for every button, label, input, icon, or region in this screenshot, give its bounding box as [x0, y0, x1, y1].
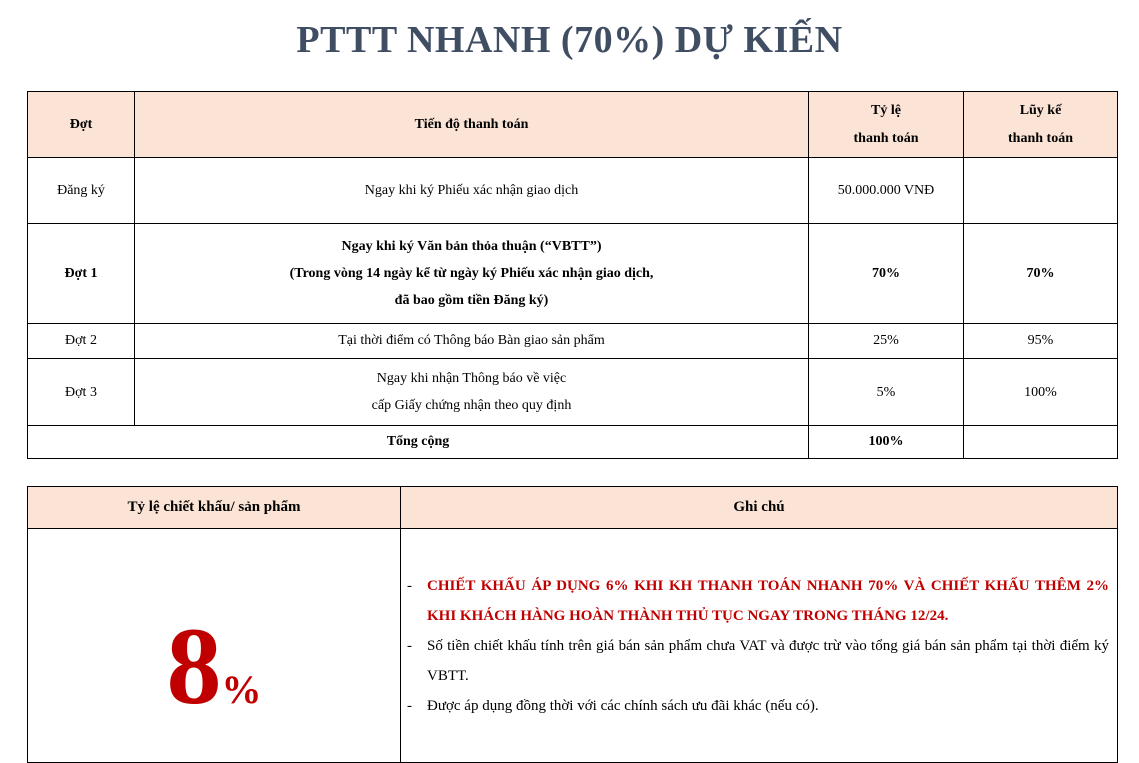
row-ty-le: 5%	[809, 359, 964, 426]
note-item: - Được áp dụng đồng thời với các chính sách ưu đãi khác (nếu có).	[407, 691, 1109, 721]
row-tien-do: Ngay khi nhận Thông báo về việc cấp Giấy chứng nhận theo quy định	[135, 359, 809, 426]
table-row	[28, 158, 1118, 224]
row-ty-le: 50.000.000 VNĐ	[809, 158, 964, 224]
total-luy-ke	[964, 426, 1118, 459]
table-row	[28, 224, 1118, 324]
note-item: - Số tiền chiết khấu tính trên giá bán sản phẩm chưa VAT và được trừ vào tổng giá bán sản phẩm tại thời điểm ký VBTT.	[407, 631, 1109, 691]
table-row	[28, 359, 1118, 426]
table-row	[28, 324, 1118, 359]
header-luy-ke: Lũy kế thanh toán	[964, 92, 1118, 158]
row-luy-ke	[964, 158, 1118, 224]
discount-number: 8	[166, 604, 222, 727]
discount-body-row	[28, 529, 1118, 763]
row-dot: Đăng ký	[28, 158, 135, 224]
payment-schedule-table	[27, 91, 1118, 459]
row-ty-le: 25%	[809, 324, 964, 359]
header-tien-do: Tiến độ thanh toán	[135, 92, 809, 158]
discount-notes	[401, 529, 1118, 763]
note-text-highlight: CHIẾT KHẤU ÁP DỤNG 6% KHI KH THANH TOÁN NHANH 70% VÀ CHIẾT KHẤU THÊM 2% KHI KHÁCH HÀNG HOÀN THÀNH THỦ TỤC NGAY TRONG THÁNG 12/24.	[427, 577, 1109, 624]
table-header-row	[28, 92, 1118, 158]
discount-unit: %	[221, 666, 262, 712]
header-ty-le: Tỷ lệ thanh toán	[809, 92, 964, 158]
row-dot: Đợt 3	[28, 359, 135, 426]
total-row	[28, 426, 1118, 459]
row-ty-le: 70%	[809, 224, 964, 324]
header-notes: Ghi chú	[401, 487, 1118, 529]
row-tien-do: Ngay khi ký Phiếu xác nhận giao dịch	[135, 158, 809, 224]
row-tien-do: Tại thời điểm có Thông báo Bàn giao sản phẩm	[135, 324, 809, 359]
row-dot: Đợt 1	[28, 224, 135, 324]
row-luy-ke: 95%	[964, 324, 1118, 359]
header-dot: Đợt	[28, 92, 135, 158]
note-text: Số tiền chiết khấu tính trên giá bán sản phẩm chưa VAT và được trừ vào tổng giá bán sản phẩm tại thời điểm ký VBTT.	[427, 637, 1109, 684]
total-label: Tổng cộng	[28, 426, 809, 459]
discount-table	[27, 486, 1118, 763]
row-luy-ke: 70%	[964, 224, 1118, 324]
discount-value	[28, 529, 401, 763]
note-text: Được áp dụng đồng thời với các chính sách ưu đãi khác (nếu có).	[427, 697, 819, 714]
row-dot: Đợt 2	[28, 324, 135, 359]
total-ty-le: 100%	[809, 426, 964, 459]
header-discount-rate: Tỷ lệ chiết khấu/ sản phẩm	[28, 487, 401, 529]
page-title: PTTT NHANH (70%) DỰ KIẾN	[296, 19, 843, 61]
row-luy-ke: 100%	[964, 359, 1118, 426]
row-tien-do: Ngay khi ký Văn bản thỏa thuận (“VBTT”) (Trong vòng 14 ngày kể từ ngày ký Phiếu xác nhận giao dịch, đã bao gồm tiền Đăng ký)	[135, 224, 809, 324]
note-item: - CHIẾT KHẤU ÁP DỤNG 6% KHI KH THANH TOÁN NHANH 70% VÀ CHIẾT KHẤU THÊM 2% KHI KHÁCH HÀNG HOÀN THÀNH THỦ TỤC NGAY TRONG THÁNG 12/24.	[407, 571, 1109, 631]
discount-header-row	[28, 487, 1118, 529]
